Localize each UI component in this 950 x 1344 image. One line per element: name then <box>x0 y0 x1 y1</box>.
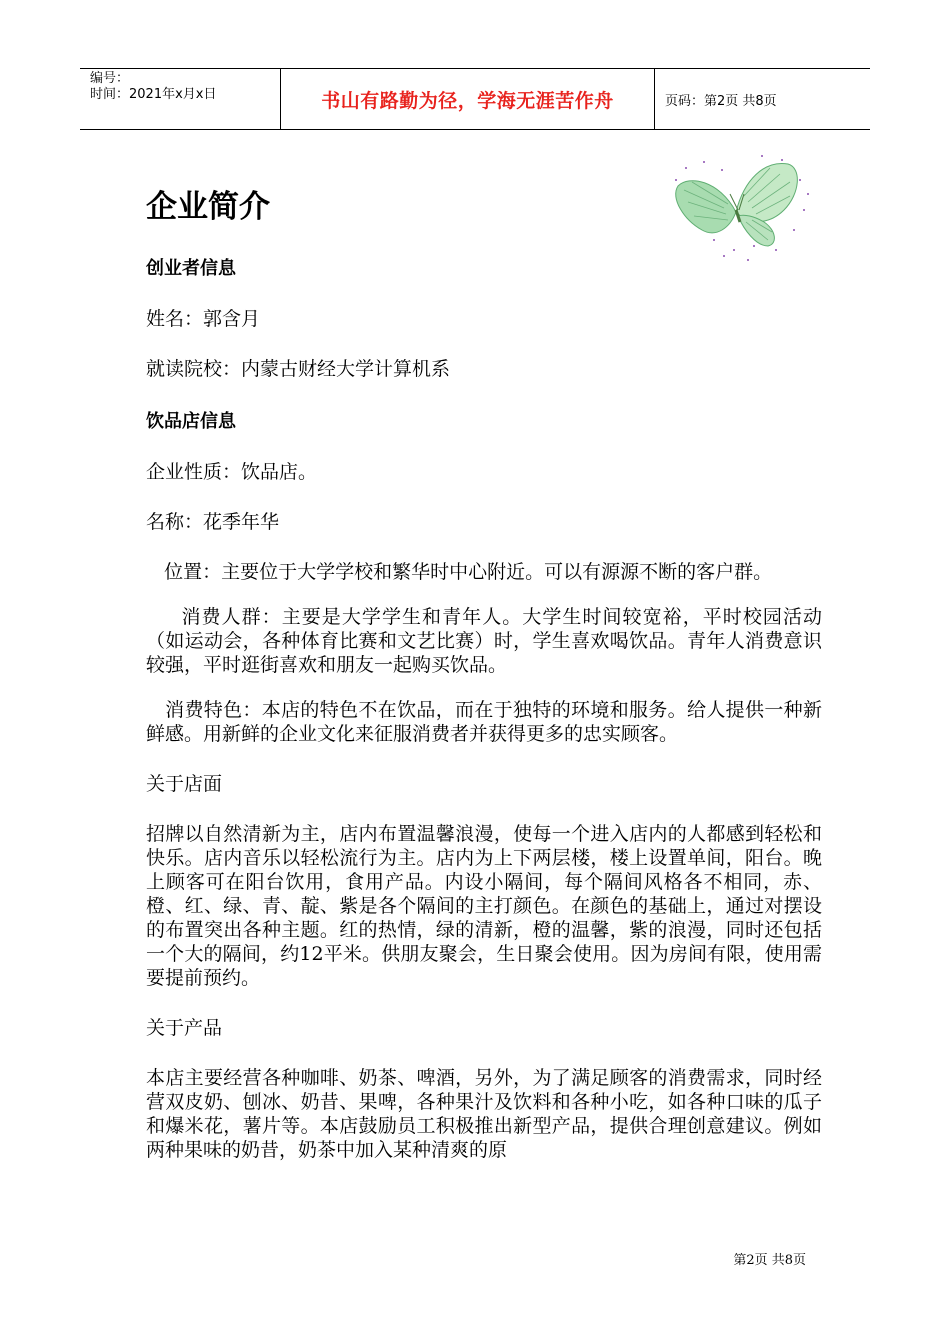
page-footer: 第2页 共8页 <box>733 1253 806 1268</box>
header-number: 编号： <box>90 71 130 86</box>
store-heading: 关于店面 <box>146 773 223 795</box>
shop-nature: 企业性质：饮品店。 <box>146 461 318 483</box>
shop-customers: 消费人群：主要是大学学生和青年人。大学生时间较宽裕，平时校园活动（如运动会，各种体育比赛和文艺比赛）时，学生喜欢喝饮品。青年人消费意识较强，平时逛街喜欢和朋友一起购买饮品。 <box>146 606 822 676</box>
founder-school: 就读院校：内蒙古财经大学计算机系 <box>146 358 451 380</box>
product-heading: 关于产品 <box>146 1017 223 1039</box>
store-body: 招牌以自然清新为主，店内布置温馨浪漫，使每一个进入店内的人都感到轻松和快乐。店内音乐以轻松流行为主。店内为上下两层楼，楼上设置单间，阳台。晚上顾客可在阳台饮用，食用产品。内设小隔间，每个隔间风格各不相同，赤、橙、红、绿、青、靛、紫是各个隔间的主打颜色。在颜色的基础上，通过对摆设的布置突出各种主题。红的热情，绿的清新，橙的温馨，紫的浪漫，同时还包括一个大的隔间，约12平米。供朋友聚会，生日聚会使用。因为房间有限，使用需要提前预约。 <box>146 823 822 989</box>
product-body: 本店主要经营各种咖啡、奶茶、啤酒，另外，为了满足顾客的消费需求，同时经营双皮奶、刨冰、奶昔、果啤，各种果汁及饮料和各种小吃，如各种口味的瓜子和爆米花，薯片等。本店鼓励员工积极推出新型产品，提供合理创意建议。例如两种果味的奶昔，奶茶中加入某种清爽的原 <box>146 1067 822 1161</box>
header-meta <box>80 69 281 129</box>
page-title: 企业简介 <box>146 189 270 225</box>
founder-heading: 创业者信息 <box>146 258 236 279</box>
header-time: 时间：2021年x月x日 <box>90 87 217 102</box>
shop-heading: 饮品店信息 <box>146 411 236 432</box>
document-body <box>146 180 822 1162</box>
header-page: 页码：第2页 共8页 <box>665 93 777 109</box>
shop-feature: 消费特色：本店的特色不在饮品，而在于独特的环境和服务。给人提供一种新鲜感。用新鲜的企业文化来征服消费者并获得更多的忠实顾客。 <box>146 699 822 745</box>
shop-name: 名称：花季年华 <box>146 511 280 533</box>
header-slogan: 书山有路勤为径，学海无涯苦作舟 <box>281 69 655 129</box>
shop-location: 位置：主要位于大学学校和繁华时中心附近。可以有源源不断的客户群。 <box>146 561 773 583</box>
page-header <box>80 68 870 130</box>
founder-name: 姓名：郭含月 <box>146 308 261 330</box>
